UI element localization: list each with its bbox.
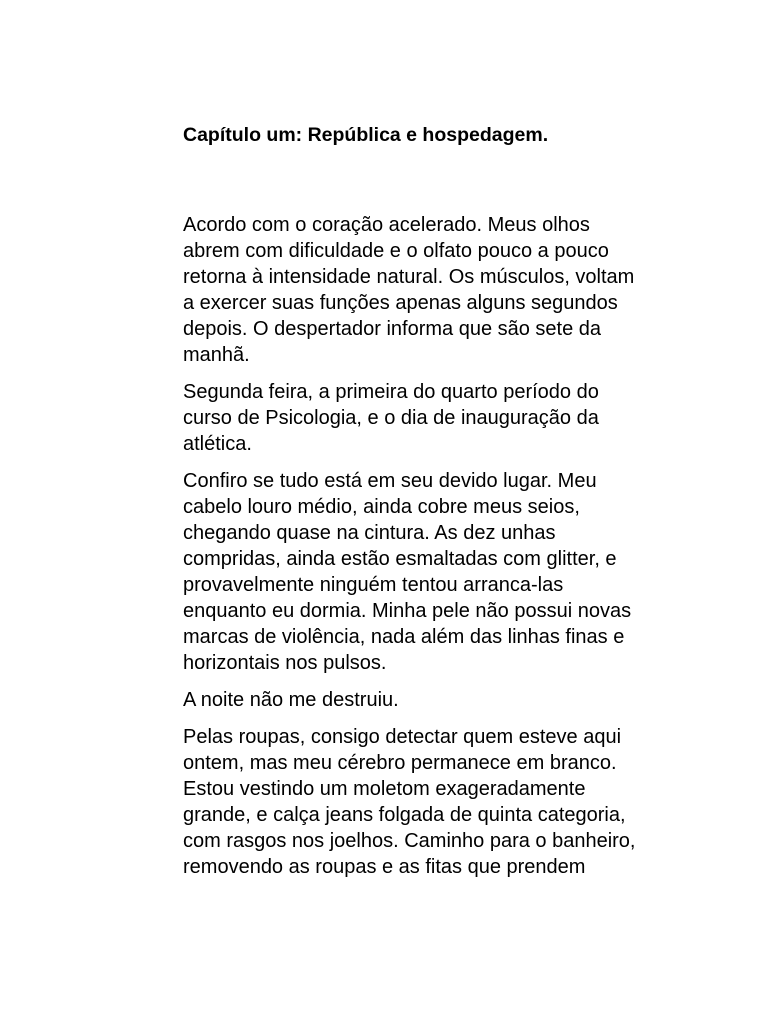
- paragraph-4: A noite não me destruiu.: [183, 689, 399, 711]
- paragraph-2: Segunda feira, a primeira do quarto período do curso de Psicologia, e o dia de inauguração da atlética.: [183, 381, 599, 455]
- paragraph-3: Confiro se tudo está em seu devido lugar. Meu cabelo louro médio, ainda cobre meus seios, chegando quase na cintura. As dez unhas compridas, ainda estão esmaltadas com glitter, e provavelmente ninguém tentou arranca-las enquanto eu dormia. Minha pele não possui novas marcas de violência, nada além das linhas finas e horizontais nos pulsos.: [183, 470, 632, 674]
- document-page: [183, 122, 643, 891]
- paragraph-1: Acordo com o coração acelerado. Meus olhos abrem com dificuldade e o olfato pouco a pouco retorna à intensidade natural. Os músculos, voltam a exercer suas funções apenas alguns segundos depois. O despertador informa que são sete da manhã.: [183, 214, 635, 366]
- chapter-title: Capítulo um: República e hospedagem.: [183, 124, 549, 146]
- paragraph-5: Pelas roupas, consigo detectar quem esteve aqui ontem, mas meu cérebro permanece em branco. Estou vestindo um moletom exageradamente grande, e calça jeans folgada de quinta categoria, com rasgos nos joelhos. Caminho para o banheiro, removendo as roupas e as fitas que prendem: [183, 726, 636, 878]
